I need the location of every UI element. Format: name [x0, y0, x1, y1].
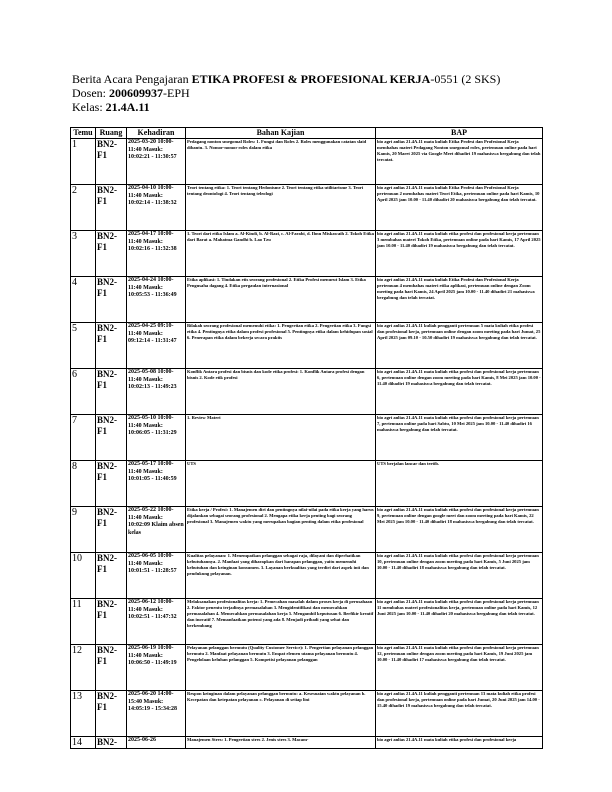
table-row	[71, 415, 543, 461]
cell-bap: UTS berjalan lancar dan tertib.	[376, 461, 543, 507]
table-row	[71, 645, 543, 691]
cell-ruang: BN2-F1	[96, 599, 127, 645]
cell-bahan: Pedagang nonton smegomal Roles: 1. Fungsi dan Roles 2. Roles menggunakan catatan slaid dibantu. 3. Nomor-nomor roles dalam etika	[186, 139, 376, 185]
cell-bap: bio agri anlias 21.4A.11 kuliah pengganti pertemuan 13 mata kuliah etika profesi dan profesional kerja, pertemuan online pada hari Jumat, 20 Juni 2025 jam 14.00 - 15.40 dihadiri 19 mahasiswa bergabung dan telah tercatat.	[376, 691, 543, 737]
table-row	[71, 277, 543, 323]
table-row	[71, 691, 543, 737]
cell-temu: 10	[71, 553, 96, 599]
cell-kehadiran: 2025-06-12 10:00-11:40 Masuk: 10:02:51 - 11:47:32	[127, 599, 186, 645]
cell-kehadiran: 2025-04-24 10:00-11:40 Masuk: 10:05:53 - 11:36:49	[127, 277, 186, 323]
cell-bap: bio agri anlias 21.4A.11 mata kuliah Etika Profesi dan Profesional Kerja membahas materi Pedagang Nonton smegomal roles, pertemuan online pada hari Kamis, 20 Maret 2025 via Google Meet dihadiri 19 mahasiswa bergabung dan telah tercatat.	[376, 139, 543, 185]
header-kehadiran: Kehadiran	[127, 128, 186, 139]
cell-bap: bio agri anlias 21.4A.11 mata kuliah etika profesi dan profesional kerja pertemuan 9, pertemuan online dengan google meet dan zoom meeting pada hari Kamis, 22 Mei 2025 jam 10.00 - 11.40 dihadiri 18 mahasiswa bergabung dan telah tercatat.	[376, 507, 543, 553]
cell-temu: 9	[71, 507, 96, 553]
cell-temu: 4	[71, 277, 96, 323]
cell-temu: 5	[71, 323, 96, 369]
cell-ruang: BN2-F1	[96, 645, 127, 691]
cell-temu: 2	[71, 185, 96, 231]
dosen-suffix: -EPH	[163, 86, 190, 100]
cell-bap: bio agri anlias 21.4A.11 kuliah pengganti pertemuan 5 mata kuliah etika profesi dan profesional kerja, pertemuan online dengan zoom meeting pada hari Jumat, 25 April 2025 jam 09.10 - 10.50 dihadiri 19 mahasiswa bergabung dan telah tercatat.	[376, 323, 543, 369]
table-row	[71, 507, 543, 553]
cell-bap: bio agri anlias 21.4A.11 mata kuliah etika profesi dan profesional kerja pertemuan 12, pertemuan online dengan zoom meeting pada hari Kamis, 19 Juni 2025 jam 10.00 - 11.40 dihadiri 17 mahasiswa bergabung dan telah tercatat.	[376, 645, 543, 691]
cell-bap: bio agri anlias 21.4A.11 mata kuliah Etika Profesi dan Profesional Kerja pertemuan 2 membahas materi Teori Etika, pertemuan online pada hari Kamis, 10 April 2025 jam 10.00 - 11.40 dihadiri 20 mahasiswa bergabung dan telah tercatat.	[376, 185, 543, 231]
course-code: -0551 (2 SKS)	[430, 72, 501, 86]
cell-bahan: Respon keinginan dalam pelayanan pelanggan bermutu: a. Kesesuaian waktu pelayanan b. Kecepatan dan ketepatan pelayanan c. Pelayanan di setiap lini	[186, 691, 376, 737]
kelas-label: Kelas:	[72, 100, 103, 114]
cell-ruang: BN2-F1	[96, 231, 127, 277]
cell-ruang: BN2-F1	[96, 185, 127, 231]
bap-table	[70, 127, 543, 749]
dosen-line	[72, 86, 500, 100]
table-row	[71, 369, 543, 415]
cell-bahan: Bilakah seorang profesional memenuhi etika: 1. Pengertian etika 2. Pengertian etika 3. Fungsi etika 4. Pentingnya etika dalam profesi profesional 5. Pentingnya etika dalam kehidupan sosial 6. Penerapan etika dalam bekerja secara praktis	[186, 323, 376, 369]
cell-bahan: Pelayanan pelanggan bermutu (Quality Customer Service): 1. Pengertian pelayanan pelanggan bermutu 2. Manfaat pelayanan bermutu 3. Empat elemen utama pelayanan bermutu 4. Pengelolaan keluhan pelanggan 5. Kompetisi pelayanan pelanggan	[186, 645, 376, 691]
cell-bap: bio agri anlias 21.4A.11 mata kuliah Etika Profesi dan Profesional Kerja pertemuan 4 membahas materi etika aplikasi, pertemuan online dengan Zoom meeting pada hari Kamis, 24 April 2025 jam 10.00 - 11.40 dihadiri 21 mahasiswa bergabung dan telah tercatat.	[376, 277, 543, 323]
cell-kehadiran: 2025-06-05 10:00-11:40 Masuk: 10:01:51 - 11:28:57	[127, 553, 186, 599]
dosen-id: 200609937	[109, 86, 163, 100]
document-header	[72, 72, 500, 114]
cell-bahan: Etika aplikasi: 1. Tindakan etis seorang profesional 2. Etika Profesi menurut Islam 3. Etika Pengusaha dagang 4. Etika pergaulan internasional	[186, 277, 376, 323]
cell-ruang: BN2-F1	[96, 277, 127, 323]
cell-bahan: Konflik Antara profesi dan bisnis dan kode etika profesi: 1. Konflik Antara profesi dengan bisnis 2. Kode etik profesi	[186, 369, 376, 415]
course-line	[72, 72, 500, 86]
cell-bahan: 1. Teori dari etika Islam a. Al-Kindi, b. Al-Razi, c. Al-Farabi, d. Ibnu Miskawaih 2. Tokoh Etika dari Barat a. Mahatma Gandhi b. Lao Tzu	[186, 231, 376, 277]
cell-kehadiran: 2025-05-10 10:00-11:40 Masuk: 10:06:05 - 11:31:29	[127, 415, 186, 461]
course-prefix: Berita Acara Pengajaran	[72, 72, 189, 86]
kelas-value: 21.4A.11	[105, 100, 150, 114]
cell-temu: 11	[71, 599, 96, 645]
cell-bahan: Etika kerja / Profesi: 1. Manajemen diri dan pentingnya nilai-nilai pada etika kerja yang harus dijalankan sebagai seorang profesional 2. Mengapa etika kerja penting bagi seorang profesional 3. Manajemen waktu yang merupakan bagian penting dalam etika profesional	[186, 507, 376, 553]
cell-ruang: BN2-F1	[96, 415, 127, 461]
table-row	[71, 323, 543, 369]
cell-ruang: BN2-F1	[96, 691, 127, 737]
table-row	[71, 737, 543, 749]
kelas-line	[72, 100, 500, 114]
cell-kehadiran: 2025-03-20 10:00-11:40 Masuk: 10:02:21 - 11:30:57	[127, 139, 186, 185]
cell-temu: 12	[71, 645, 96, 691]
cell-kehadiran: 2025-06-19 10:00-11:40 Masuk: 10:06:50 - 11:49:19	[127, 645, 186, 691]
cell-ruang: BN2-F1	[96, 461, 127, 507]
cell-bahan: Teori tentang etika: 1. Teori tentang Hedonisme 2. Teori tentang etika utilitarisme 3. Teori tentang deontologi 4. Teori tentang teleologi	[186, 185, 376, 231]
header-temu: Temu	[71, 128, 96, 139]
cell-bap: bio agri anlias 21.4A.11 mata kuliah etika profesi dan profesional kerja pertemuan 7, pertemuan online pada hari Sabtu, 10 Mei 2025 jam 10.00 - 11.40 dihadiri 16 mahasiswa bergabung dan telah tercatat.	[376, 415, 543, 461]
cell-temu: 14	[71, 737, 96, 749]
cell-bahan: 1. Review Materi	[186, 415, 376, 461]
table-row	[71, 461, 543, 507]
cell-ruang: BN2-	[96, 737, 127, 749]
cell-temu: 3	[71, 231, 96, 277]
table-header-row	[71, 128, 543, 139]
cell-temu: 7	[71, 415, 96, 461]
cell-kehadiran: 2025-04-10 10:00-11:40 Masuk: 10:02:14 - 11:38:32	[127, 185, 186, 231]
cell-temu: 13	[71, 691, 96, 737]
cell-bahan: Manajemen Stres: 1. Pengertian stres 2. Jenis stres 3. Macam-	[186, 737, 376, 749]
header-ruang: Ruang	[96, 128, 127, 139]
cell-bap: bio agri anlias 21.4A.11 mata kuliah etika profesi dan profesional kerja pertemuan 11 membahas materi profesionalitas kerja, pertemuan online pada hari Kamis, 12 Juni 2025 jam 10.00 - 11.40 dihadiri 20 mahasiswa bergabung dan telah tercatat.	[376, 599, 543, 645]
cell-bap: bio agri anlias 21.4A.11 mata kuliah etika profesi dan profesional kerja pertemuan 10, pertemuan online dengan zoom meeting pada hari Kamis, 5 Juni 2025 jam 10.00 - 11.40 dihadiri 18 mahasiswa bergabung dan telah tercatat.	[376, 553, 543, 599]
cell-kehadiran: 2025-05-08 10:00-11:40 Masuk: 10:02:13 - 11:49:23	[127, 369, 186, 415]
cell-kehadiran: 2025-05-22 10:00-11:40 Masuk: 10:02:09 Klaim absen kelas	[127, 507, 186, 553]
cell-bap: bio agri anlias 21.4A.11 mata kuliah etika profesi dan profesional kerja pertemuan 6, pertemuan online dengan zoom meeting pada hari Kamis, 8 Mei 2025 jam 10.00 - 11.40 dihadiri 19 mahasiswa bergabung dan telah tercatat.	[376, 369, 543, 415]
cell-kehadiran: 2025-06-26	[127, 737, 186, 749]
cell-temu: 1	[71, 139, 96, 185]
header-bahan-kajian: Bahan Kajian	[186, 128, 376, 139]
header-bap: BAP	[376, 128, 543, 139]
cell-ruang: BN2-F1	[96, 369, 127, 415]
cell-ruang: BN2-F1	[96, 139, 127, 185]
cell-kehadiran: 2025-04-17 10:00-11:40 Masuk: 10:02:16 - 11:32:38	[127, 231, 186, 277]
table-row	[71, 231, 543, 277]
cell-temu: 6	[71, 369, 96, 415]
cell-ruang: BN2-F1	[96, 323, 127, 369]
cell-kehadiran: 2025-04-25 09:10-11:40 Masuk: 09:12:14 - 11:31:47	[127, 323, 186, 369]
cell-kehadiran: 2025-06-20 14:00-15:40 Masuk: 14:05:19 - 15:34:28	[127, 691, 186, 737]
cell-bap: bio agri anlias 21.4A.11 mata kuliah etika profesi dan profesional kerja pertemuan 3 membahas materi Tokoh Etika, pertemuan online pada hari Kamis, 17 April 2025 jam 10.00 - 11.40 dihadiri 19 mahasiswa bergabung dan telah tercatat.	[376, 231, 543, 277]
cell-ruang: BN2-F1	[96, 507, 127, 553]
cell-bahan: Kualitas pelayanan: 1. Menempatkan pelanggan sebagai raja, dilayani dan diperhatikan kebutuhannya. 2. Manfaat yang diharapkan dari harapan pelanggan, yaitu memenuhi kebutuhan dan keinginan konsumen. 3. Layanan berkualitas yang terdiri dari aspek inti dan pendukung pelayanan.	[186, 553, 376, 599]
table-row	[71, 599, 543, 645]
cell-ruang: BN2-F1	[96, 553, 127, 599]
dosen-label: Dosen:	[72, 86, 106, 100]
cell-kehadiran: 2025-05-17 10:00-11:40 Masuk: 10:01:05 - 11:40:59	[127, 461, 186, 507]
table-row	[71, 553, 543, 599]
table-row	[71, 185, 543, 231]
cell-bap: bio agri anlias 21.4A.11 mata kuliah etika profesi dan profesional kerja	[376, 737, 543, 749]
course-name: ETIKA PROFESI & PROFESIONAL KERJA	[191, 72, 431, 86]
cell-bahan: Melaksanakan profesionalitas kerja: 1. Pemecahan masalah dalam proses kerja di perusahaan 2. Faktor penentu terjadinya permasalahan 3. Mengidentifikasi dan memecahkan permasalahan 4. Memecahkan permasalahan kerja 5. Mengambil keputusan 6. Berfikir kreatif dan inovatif 7. Memanfaatkan potensi yang ada 8. Menjadi pribadi yang sehat dan berkembang	[186, 599, 376, 645]
cell-bahan: UTS	[186, 461, 376, 507]
cell-temu: 8	[71, 461, 96, 507]
table-row	[71, 139, 543, 185]
